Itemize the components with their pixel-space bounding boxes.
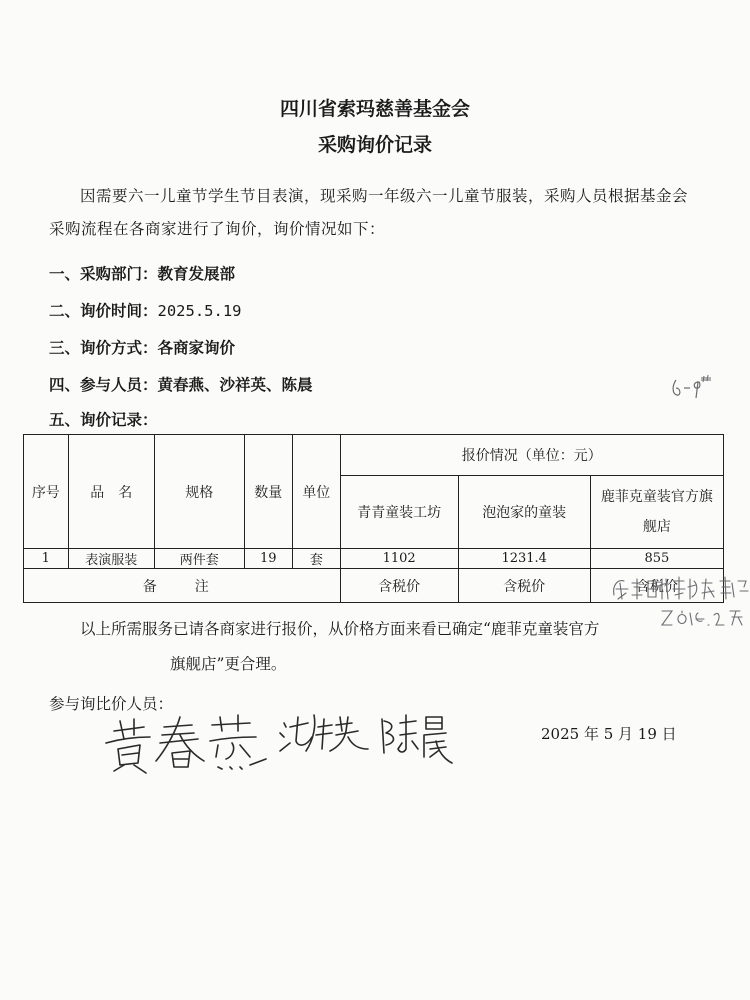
cell-item: 表演服装 <box>68 549 154 569</box>
header-qty: 数量 <box>244 435 293 549</box>
header-no: 序号 <box>24 435 69 549</box>
page-mark-handwriting <box>668 368 718 408</box>
section-label: 四、参与人员： <box>49 375 158 394</box>
section-records <box>49 408 158 430</box>
section-value: 2025.5.19 <box>157 302 242 320</box>
section-label: 二、询价时间： <box>49 301 158 320</box>
signatures-handwriting <box>100 705 460 785</box>
participants-label: 参与询比价人员： <box>49 695 174 713</box>
cell-price: 1231.4 <box>458 549 590 569</box>
org-title: 四川省索玛慈善基金会 <box>279 98 470 120</box>
section-value: 教育发展部 <box>157 264 236 283</box>
header-item: 品 名 <box>68 435 154 549</box>
remark-value: 含税价 <box>458 569 590 603</box>
cell-price: 1102 <box>340 549 458 569</box>
header-spec: 规格 <box>154 435 244 549</box>
remark-value: 含税价 <box>590 569 723 603</box>
doc-title: 采购询价记录 <box>317 134 432 156</box>
header-quote-group: 报价情况（单位：元） <box>340 435 723 476</box>
section-label: 三、询价方式： <box>49 338 158 357</box>
section-inquiry-method <box>49 336 235 358</box>
remarks-label <box>24 569 341 603</box>
conclusion-line-1: 以上所需服务已请各商家进行报价，从价格方面来看已确定“鹿菲克童装官方 <box>80 620 600 638</box>
header-unit: 单位 <box>293 435 340 549</box>
section-inquiry-time <box>49 299 242 321</box>
table-header-row <box>24 435 724 476</box>
section-department <box>49 262 235 284</box>
table-row <box>24 549 724 569</box>
section-label: 五、询价记录： <box>49 410 158 429</box>
remarks-label-text: 备 注 <box>142 578 221 595</box>
intro-paragraph: 因需要六一儿童节学生节目表演，现采购一年级六一儿童节服装，采购人员根据基金会采购流程在各商家进行了询价，询价情况如下： <box>49 187 689 238</box>
signature-date: 2025 年 5 月 19 日 <box>541 725 677 743</box>
vendor-header: 青青童装工坊 <box>340 476 458 549</box>
cell-no: 1 <box>24 549 69 569</box>
vendor-header <box>590 476 723 549</box>
cell-price: 855 <box>590 549 723 569</box>
remark-value: 含税价 <box>340 569 458 603</box>
cell-unit: 套 <box>293 549 340 569</box>
section-value: 黄春燕、沙祥英、陈晨 <box>157 375 313 394</box>
conclusion-line-2: 旗舰店”更合理。 <box>170 655 287 673</box>
cell-qty: 19 <box>244 549 293 569</box>
section-value: 各商家询价 <box>157 338 236 357</box>
vendor-header: 泡泡家的童装 <box>458 476 590 549</box>
section-participants <box>49 373 313 395</box>
section-label: 一、采购部门： <box>49 264 158 283</box>
cell-spec: 两件套 <box>154 549 244 569</box>
margin-note-handwriting <box>610 573 750 631</box>
vendor-name: 鹿菲克童装官方旗舰店 <box>600 489 713 535</box>
